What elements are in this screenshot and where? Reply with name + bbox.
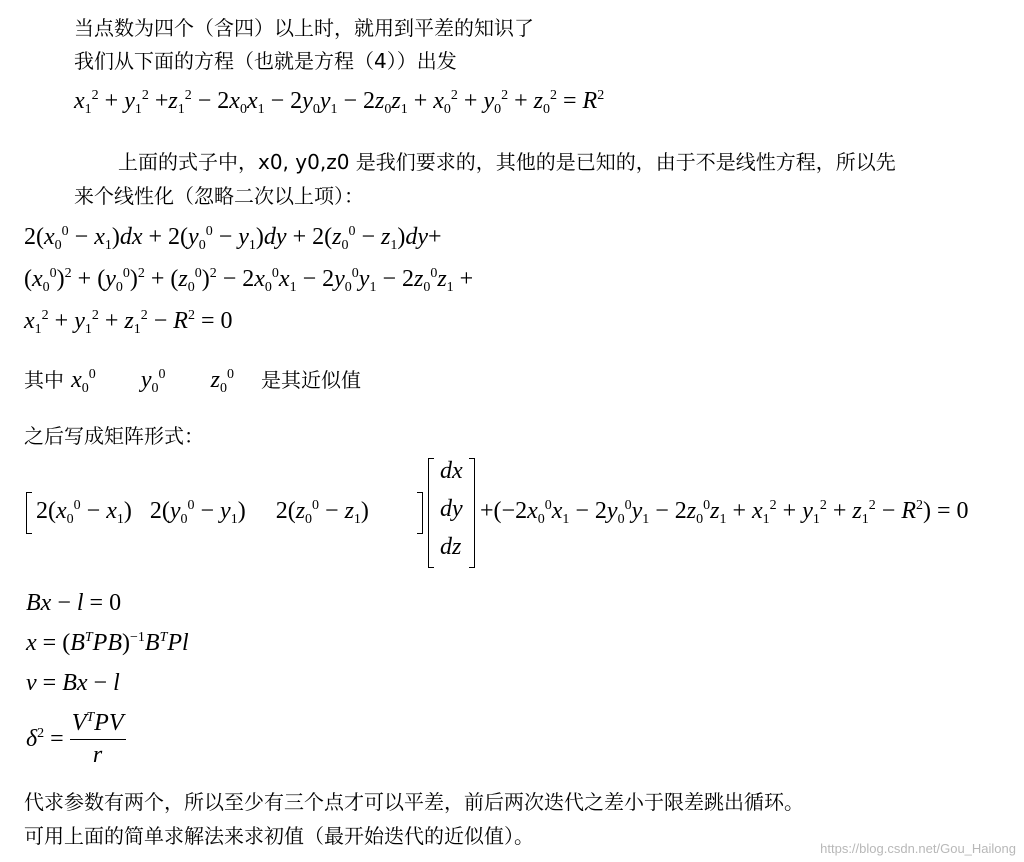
column-vector-dz: dz [440,534,462,560]
approx-suffix: 是其近似值 [261,368,362,392]
watermark: https://blog.csdn.net/Gou_Hailong [820,841,1016,856]
matrix-constant-term: $+(-2x_0^0x_1 - 2y_0^0y_1 - 2z_0^0z_1 + x_1^2 + y_1^2 + z_1^2 - R^2) = 0$ [480,498,969,527]
column-vector-right-bracket [469,458,475,568]
approx-prefix: 其中 [24,368,64,392]
approx-x0: $x_0^0$ [71,367,96,396]
column-vector-dx: dx [440,458,463,484]
equation-sphere: $x_1^2 + y_1^2 +z_1^2 - 2x_0x_1 - 2y_0y_1 - 2z_0z_1 + x_0^2 + y_0^2 + z_0^2 = R^2$ [74,88,605,117]
eq-x-solution: $x = (B^TPB)^{-1}B^TPl$ [26,630,189,656]
para1-line-2: 来个线性化（忽略二次以上项）： [74,184,364,208]
approx-z0: $z_0^0$ [210,367,234,396]
row-vector: $2(x_0^0 - x_1) 2(y_0^0 - y_1)$ $2(z_0^0 - z_1)$ [36,498,369,527]
para1-line-1: 上面的式子中，x0, y0,z0 是我们要求的，其他的是已知的，由于不是线性方程，所以先 [118,150,896,174]
eq-delta-fraction: $\frac{V^TPV}{r}$ [71,710,124,768]
intro-line-2: 我们从下面的方程（也就是方程（4））出发 [74,49,457,73]
eq-v: v = Bx − l [26,670,120,696]
linearized-eq-line-1: $2(x_0^0 - x_1)dx + 2(y_0^0 - y_1)dy + 2(z_0^0 - z_1)dy+$ [24,224,442,253]
eq-bx-l: Bx − l = 0 [26,590,122,616]
column-vector-dy: dy [440,496,463,522]
matrix-intro: 之后写成矩阵形式： [24,424,204,448]
row-vector-left-bracket [26,492,32,534]
linearized-eq-line-3: $x_1^2 + y_1^2 + z_1^2 - R^2 = 0$ [24,308,233,337]
approx-y0: $y_0^0$ [140,367,166,396]
column-vector-left-bracket [428,458,434,568]
row-vector-right-bracket [417,492,423,534]
approx-line [24,364,361,397]
linearized-eq-line-2: $(x_0^0)^2 + (y_0^0)^2 + (z_0^0)^2 - 2x_0^0x_1 - 2y_0^0y_1 - 2z_0^0z_1$ + [24,266,474,295]
intro-line-1: 当点数为四个（含四）以上时，就用到平差的知识了 [74,16,534,40]
outro-line-2: 可用上面的简单求解法来求初值（最开始迭代的近似值）。 [24,824,534,848]
outro-line-1: 代求参数有两个，所以至少有三个点才可以平差，前后两次迭代之差小于限差跳出循环。 [24,790,804,814]
eq-delta: $\delta^2$ = $\frac{V^TPV}{r}$ [26,710,124,768]
